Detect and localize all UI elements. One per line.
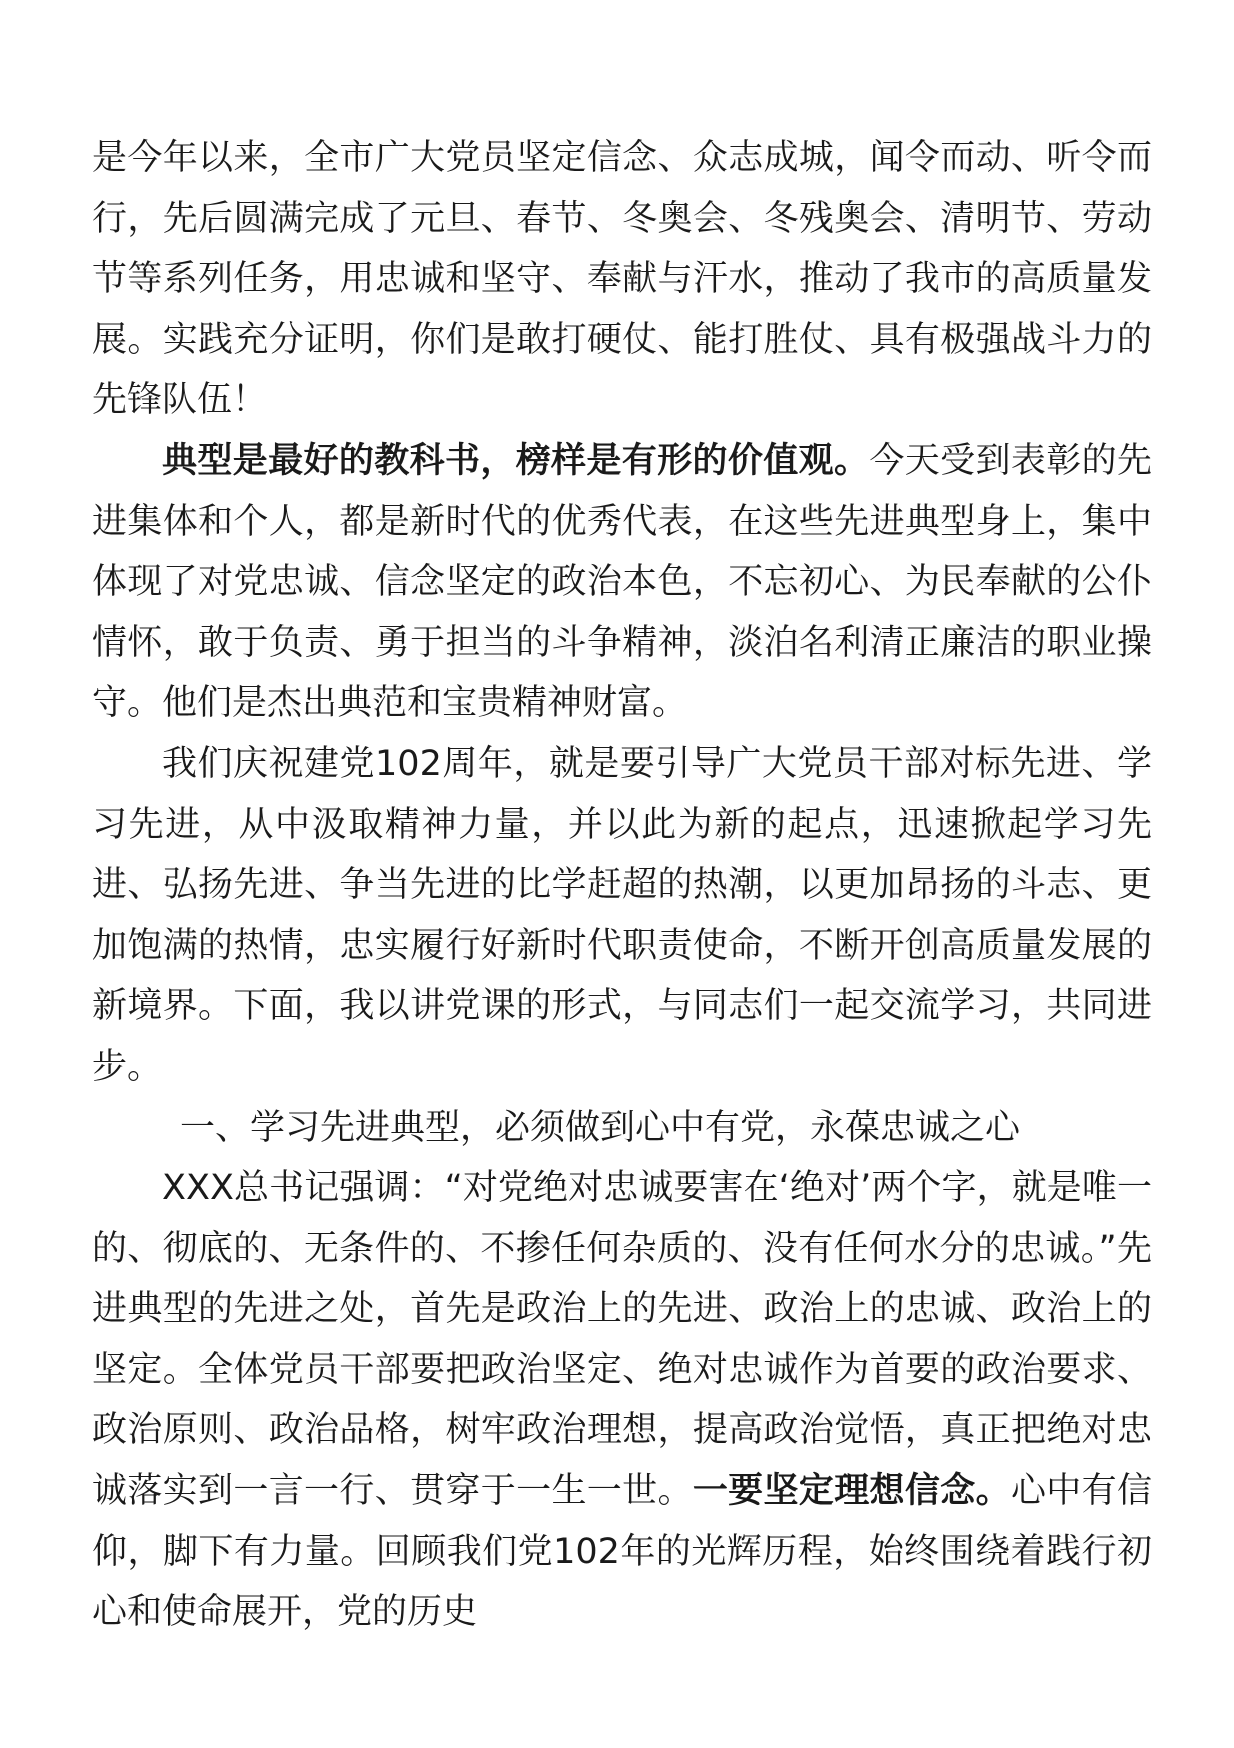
paragraph-continuation — [92, 128, 1152, 431]
paragraph-text: XXX总书记强调：“对党绝对忠诚要害在‘绝对’两个字，就是唯一的、彻底的、无条件的、不掺任何杂质的、没有任何水分的忠诚。”先进典型的先进之处，首先是政治上的先进、政治上的忠诚、政治上的坚定。全体党员干部要把政治坚定、绝对忠诚作为首要的政治要求、政治原则、政治品格，树牢政治理想，提高政治觉悟，真正把绝对忠诚落实到一言一行、贯穿于一生一世。 — [92, 1168, 1152, 1512]
paragraph-bold-point: 一要坚定理想信念。 — [692, 1471, 1011, 1512]
document-page — [92, 128, 1152, 1643]
paragraph-text-continued: 心中有信仰，脚下有力量。回顾我们党102年的光辉历程，始终围绕着践行初心和使命展开，党的历史 — [92, 1471, 1152, 1633]
paragraph-text: 今天受到表彰的先进集体和个人，都是新时代的优秀代表，在这些先进典型身上，集中体现了对党忠诚、信念坚定的政治本色，不忘初心、为民奉献的公仆情怀，敢于负责、勇于担当的斗争精神，淡泊名利清正廉洁的职业操守。他们是杰出典范和宝贵精神财富。 — [92, 440, 1152, 724]
paragraph-anniversary — [92, 734, 1152, 1098]
section-heading-text: 一、学习先进典型，必须做到心中有党，永葆忠诚之心 — [180, 1107, 1021, 1148]
paragraph-role-models — [92, 431, 1152, 734]
section-heading-1 — [92, 1098, 1152, 1159]
paragraph-text: 我们庆祝建党102周年，就是要引导广大党员干部对标先进、学习先进，从中汲取精神力量，并以此为新的起点，迅速掀起学习先进、弘扬先进、争当先进的比学赶超的热潮，以更加昂扬的斗志、更加饱满的热情，忠实履行好新时代职责使命，不断开创高质量发展的新境界。下面，我以讲党课的形式，与同志们一起交流学习，共同进步。 — [92, 743, 1152, 1087]
paragraph-text: 是今年以来，全市广大党员坚定信念、众志成城，闻令而动、听令而行，先后圆满完成了元旦、春节、冬奥会、冬残奥会、清明节、劳动节等系列任务，用忠诚和坚守、奉献与汗水，推动了我市的高质量发展。实践充分证明，你们是敢打硬仗、能打胜仗、具有极强战斗力的先锋队伍！ — [92, 138, 1152, 421]
paragraph-loyalty — [92, 1158, 1152, 1643]
paragraph-bold-lead: 典型是最好的教科书，榜样是有形的价值观。 — [162, 440, 870, 481]
